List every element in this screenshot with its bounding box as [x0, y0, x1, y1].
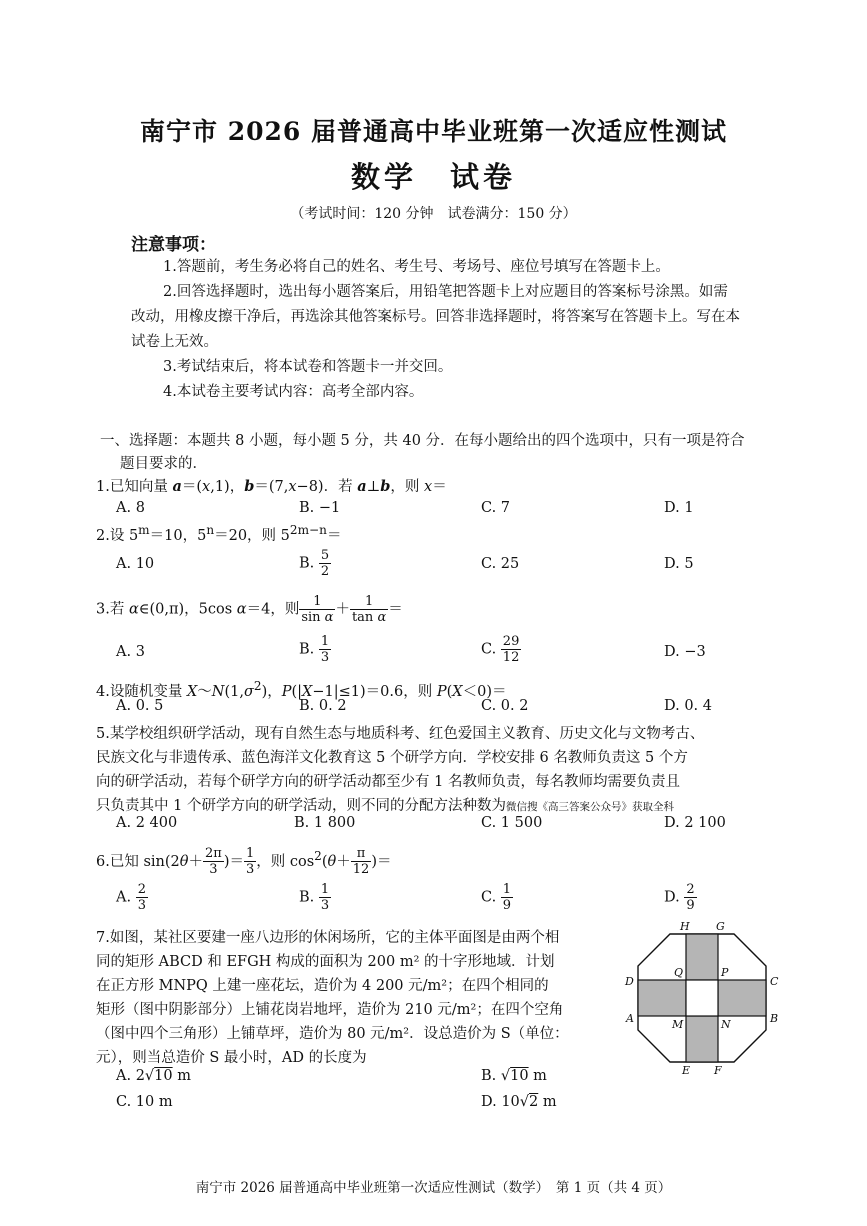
notice-list [131, 255, 741, 405]
octagon-figure [622, 918, 782, 1078]
question-6-options [116, 882, 796, 920]
label-c: C [770, 975, 779, 988]
question-7-options-row2 [116, 1094, 796, 1118]
option-b: B. √10 m [481, 1068, 547, 1084]
question-stem: 3.若 α∈(0,π)，5cos α＝4，则 $\frac{1}{\text{sin α}}$ ＋ $\frac{1}{\text{tan α}}$ ＝ [96, 594, 403, 625]
shaded-rect-right [718, 980, 766, 1016]
option-c: C. 7 [481, 500, 511, 516]
option-b: B. 0. 2 [299, 698, 347, 714]
section-heading-line: 题目要求的． [120, 456, 207, 472]
question-stem: 1.已知向量 a＝(x,1)，b＝(7,x−8)．若 a⊥b，则 x＝ [96, 478, 447, 495]
option-a: A. 2√10 m [116, 1068, 191, 1084]
option-b: B. 1 800 [294, 815, 356, 831]
option-d: D. 0. 4 [664, 698, 712, 714]
label-p: P [721, 966, 729, 979]
watermark-text: 微信搜《高三答案公众号》获取全科 [505, 801, 674, 813]
exam-title: 南宁市 2026 届普通高中毕业班第一次适应性测试 [140, 117, 727, 146]
option-b: B. −1 [299, 500, 341, 516]
question-stem: 4.设随机变量 $X\sim N(1,\sigma^2)$，P(|X−1|≤1)＝0.6，则 P(X＜0)＝ [96, 679, 507, 700]
option-a: A. 10 [116, 556, 155, 572]
exam-meta: （考试时间：120 分钟 试卷满分：150 分） [290, 206, 577, 222]
label-a: A [626, 1012, 634, 1025]
option-d: D. 1 [664, 500, 694, 516]
question-stem-line: 5.某学校组织研学活动，现有自然生态与地质科考、红色爱国主义教育、历史文化与文物考古、 [96, 726, 705, 742]
option-a: A. 0. 5 [116, 698, 164, 714]
label-m: M [672, 1018, 684, 1031]
option-c: C. 1 500 [481, 815, 543, 831]
question-2 [96, 520, 786, 547]
option-b: B. $\frac{1}{3}$ [299, 882, 330, 913]
page-footer: 南宁市 2026 届普通高中毕业班第一次适应性测试（数学） 第 1 页（共 4 页） [195, 1180, 672, 1196]
question-5-options [116, 815, 796, 839]
question-7 [96, 926, 626, 1070]
label-d: D [625, 975, 634, 988]
notice-item: 4.本试卷主要考试内容：高考全部内容。 [163, 384, 424, 400]
question-stem-line: 矩形（图中阴影部分）上铺花岗岩地坪，造价为 210 元/m²；在四个空角 [96, 1002, 564, 1018]
shaded-rect-left [638, 980, 686, 1016]
option-c: C. $\frac{1}{9}$ [481, 882, 512, 913]
label-n: N [721, 1018, 731, 1031]
option-c: C. 10 m [116, 1094, 173, 1110]
option-b: B. $\frac{1}{3}$ [299, 634, 330, 665]
question-stem-line: 在正方形 MNPQ 上建一座花坛，造价为 4 200 元/m²；在四个相同的 [96, 978, 549, 994]
question-3-options [116, 634, 796, 672]
option-a: A. 3 [116, 644, 145, 660]
label-q: Q [674, 966, 684, 979]
option-d: D. −3 [664, 644, 706, 660]
option-d: D. 5 [664, 556, 694, 572]
option-a: A. 2 400 [116, 815, 178, 831]
question-stem-line: 向的研学活动，若每个研学方向的研学活动都至少有 1 名教师负责，每名教师均需要负责且 [96, 774, 680, 790]
question-stem-text: 只负责其中 1 个研学方向的研学活动，则不同的分配方法种数为 [96, 798, 506, 814]
question-stem: 6.已知 sin(2θ＋ $\frac{2\pi}{3}$ )＝ $\frac{1}{3}$ ，则 $\cos^2(\theta+$ $\frac{\pi}{12}$ )＝ [96, 846, 392, 878]
option-d: D. $\frac{2}{9}$ [664, 882, 695, 913]
question-stem-line: 7.如图，某社区要建一座八边形的休闲场所，它的主体平面图是由两个相 [96, 930, 560, 946]
question-stem: 2.设 $5^m=10$，$5^n=20$，则 $5^{2m-n}=$ [96, 523, 342, 544]
shaded-rect-top [686, 934, 718, 980]
option-c: C. $\frac{29}{12}$ [481, 634, 520, 665]
question-1 [96, 476, 786, 498]
option-b: B. $\frac{5}{2}$ [299, 548, 330, 579]
option-d: D. 10√2 m [481, 1094, 557, 1110]
question-stem-line: 民族文化与非遗传承、蓝色海洋文化教育这 5 个研学方向．学校安排 6 名教师负责这 5 个方 [96, 750, 688, 766]
label-h: H [680, 920, 690, 933]
question-4-options [116, 698, 796, 722]
label-b: B [770, 1012, 779, 1025]
label-f: F [714, 1064, 722, 1077]
option-c: C. 0. 2 [481, 698, 529, 714]
label-g: G [716, 920, 725, 933]
question-2-options [116, 548, 796, 586]
question-stem-line: （图中四个三角形）上铺草坪，造价为 80 元/m²．设总造价为 S（单位： [96, 1026, 569, 1042]
notice-item: 1.答题前，考生务必将自己的姓名、考生号、考场号、座位号填写在答题卡上。 [163, 259, 670, 275]
shaded-rect-bottom [686, 1016, 718, 1062]
exam-subtitle: 数学 试卷 [350, 160, 516, 194]
label-e: E [682, 1064, 691, 1077]
notice-item: 2.回答选择题时，选出每小题答案后，用铅笔把答题卡上对应题目的答案标号涂黑。如需改动，用橡皮擦干净后，再选涂其他答案标号。回答非选择题时，将答案写在答题卡上。写在本试卷上无效。 [131, 284, 740, 350]
notice-item: 3.考试结束后，将本试卷和答题卡一并交回。 [163, 359, 453, 375]
option-a: A. 8 [116, 500, 145, 516]
question-stem-line: 元），则当总造价 S 最小时，AD 的长度为 [96, 1050, 367, 1066]
option-d: D. 2 100 [664, 815, 726, 831]
question-6 [96, 846, 786, 877]
section-heading [100, 430, 780, 476]
question-7-options-row1 [116, 1068, 796, 1092]
notice-title: 注意事项： [131, 235, 216, 255]
option-c: C. 25 [481, 556, 520, 572]
question-3 [96, 594, 786, 625]
question-5 [96, 722, 786, 819]
section-heading-line: 一、选择题：本题共 8 小题，每小题 5 分，共 40 分．在每小题给出的四个选项中，只有一项是符合 [100, 433, 745, 449]
option-a: A. $\frac{2}{3}$ [116, 882, 146, 913]
square-mnpq [686, 980, 718, 1016]
question-stem-line: 同的矩形 ABCD 和 EFGH 构成的面积为 200 m² 的十字形地域．计划 [96, 954, 555, 970]
